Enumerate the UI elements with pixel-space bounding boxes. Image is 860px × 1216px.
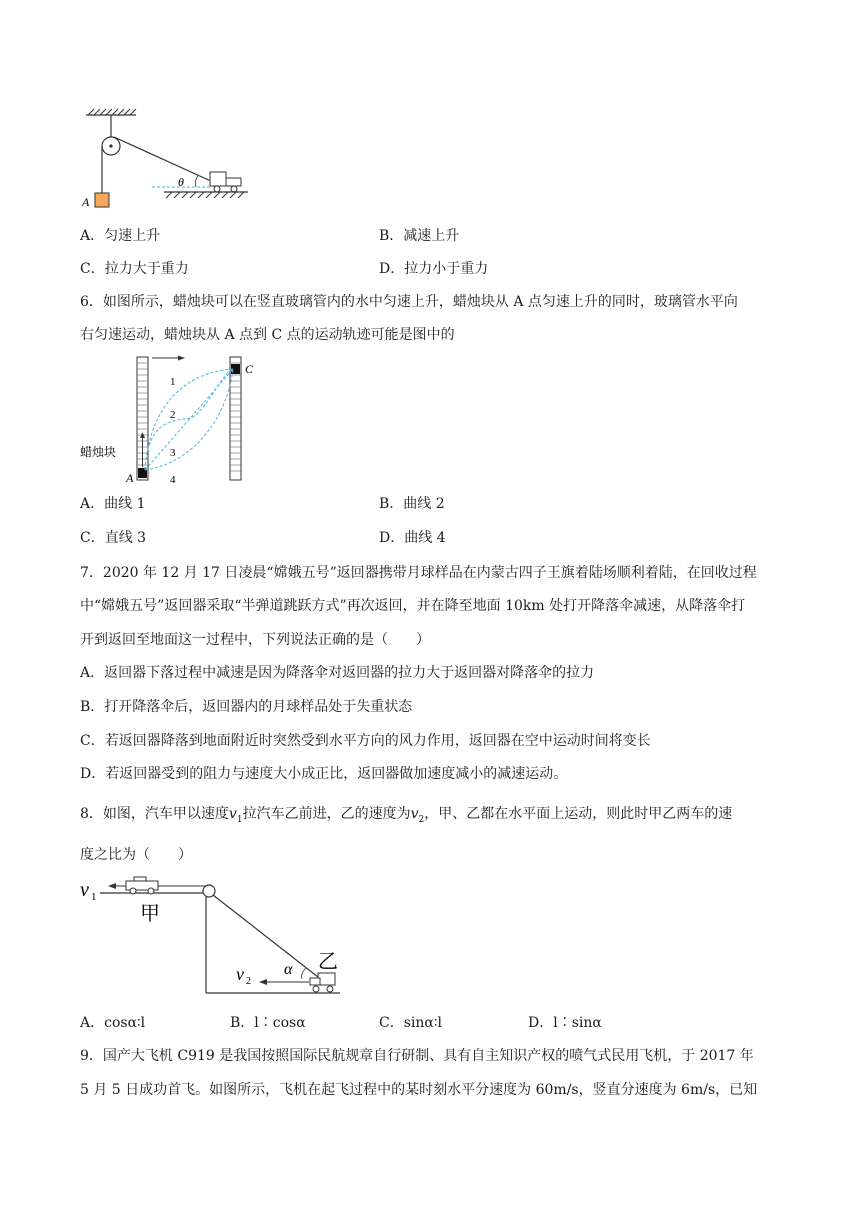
curve-label-4: 4: [170, 474, 176, 486]
q8-option-c[interactable]: C．sinα∶l: [379, 1015, 442, 1031]
label-jia: 甲: [140, 903, 160, 925]
q8-option-d[interactable]: D．l∶sinα: [528, 1015, 602, 1031]
label-yi: 乙: [318, 951, 338, 973]
car-jia: [126, 877, 158, 894]
q6-stem-line-2: 右匀速运动，蜡烛块从 A 点到 C 点的运动轨迹可能是图中的: [80, 327, 455, 343]
q6-stem-line-1: 6．如图所示，蜡烛块可以在竖直玻璃管内的水中匀速上升，蜡烛块从 A 点匀速上升的同时，玻璃管水平向: [80, 294, 738, 310]
q6-option-a[interactable]: A．曲线 1: [80, 496, 146, 512]
label-theta: θ: [178, 175, 184, 189]
label-a: A: [82, 195, 90, 209]
q5-option-a[interactable]: A．匀速上升: [80, 228, 161, 244]
q7-option-d[interactable]: D．若返回器受到的阻力与速度大小成正比，返回器做加速度减小的减速运动。: [80, 766, 568, 782]
q7-option-a[interactable]: A．返回器下落过程中减速是因为降落伞对返回器的拉力大于返回器对降落伞的拉力: [80, 665, 595, 681]
label-candle: 蜡烛块: [80, 445, 117, 459]
q5-option-b[interactable]: B．减速上升: [379, 228, 460, 244]
car-yi: [310, 973, 335, 992]
q7-option-b[interactable]: B．打开降落伞后，返回器内的月球样品处于失重状态: [80, 699, 413, 715]
car: [210, 172, 241, 192]
q8-stem-line-1: 8．如图，汽车甲以速度$v_1$拉汽车乙前进，乙的速度为$v_2$，甲、乙都在水平面上运动，则此时甲乙两车的速: [80, 806, 733, 825]
label-a: A: [126, 471, 134, 485]
q7-option-c[interactable]: C．若返回器降落到地面附近时突然受到水平方向的风力作用，返回器在空中运动时间将变长: [80, 733, 651, 749]
q6-option-d[interactable]: D．曲线 4: [379, 530, 446, 546]
q7-stem-line-2: 中“嫦娥五号”返回器采取“半弹道跳跃方式”再次返回，并在降至地面 10km 处打开降落伞减速，从降落伞打: [80, 598, 746, 614]
curve-label-3: 3: [170, 447, 176, 459]
label-v2: v: [236, 964, 244, 984]
q5-option-d[interactable]: D．拉力小于重力: [379, 261, 489, 277]
q8-stem-line-2: 度之比为（ ）: [80, 847, 192, 863]
trajectory-3: [145, 369, 233, 470]
curve-label-1: 1: [170, 376, 176, 388]
q7-stem-line-3: 开到返回至地面这一过程中，下列说法正确的是（ ）: [80, 632, 430, 648]
block-a: [95, 193, 109, 207]
q6-option-c[interactable]: C．直线 3: [80, 530, 147, 546]
pulley-car-figure: [80, 100, 250, 215]
svg-text:1: 1: [91, 891, 97, 903]
slanted-rope: [213, 895, 318, 977]
rope-slanted: [114, 137, 213, 182]
label-v1: v: [80, 879, 89, 901]
curve-label-2: 2: [170, 409, 176, 421]
label-alpha: α: [284, 961, 293, 978]
q5-option-c[interactable]: C．拉力大于重力: [80, 261, 189, 277]
q9-stem-line-1: 9．国产大飞机 C919 是我国按照国际民航规章自行研制、具有自主知识产权的喷气式民用飞机，于 2017 年: [80, 1048, 754, 1064]
svg-text:2: 2: [246, 976, 251, 987]
two-cars-figure: [78, 872, 343, 1002]
q6-option-b[interactable]: B．曲线 2: [379, 496, 445, 512]
label-c: C: [245, 362, 254, 376]
q8-option-b[interactable]: B．l∶cosα: [230, 1015, 306, 1031]
q8-option-a[interactable]: A．cosα∶l: [80, 1015, 146, 1031]
candle-tube-figure: [78, 352, 268, 487]
q7-stem-line-1: 7．2020 年 12 月 17 日凌晨“嫦娥五号”返回器携带月球样品在内蒙古四子王旗着陆场顺利着陆，在回收过程: [80, 565, 757, 581]
q9-stem-line-2: 5 月 5 日成功首飞。如图所示，飞机在起飞过程中的某时刻水平分速度为 60m/s，竖直分速度为 6m/s，已知: [80, 1082, 758, 1098]
